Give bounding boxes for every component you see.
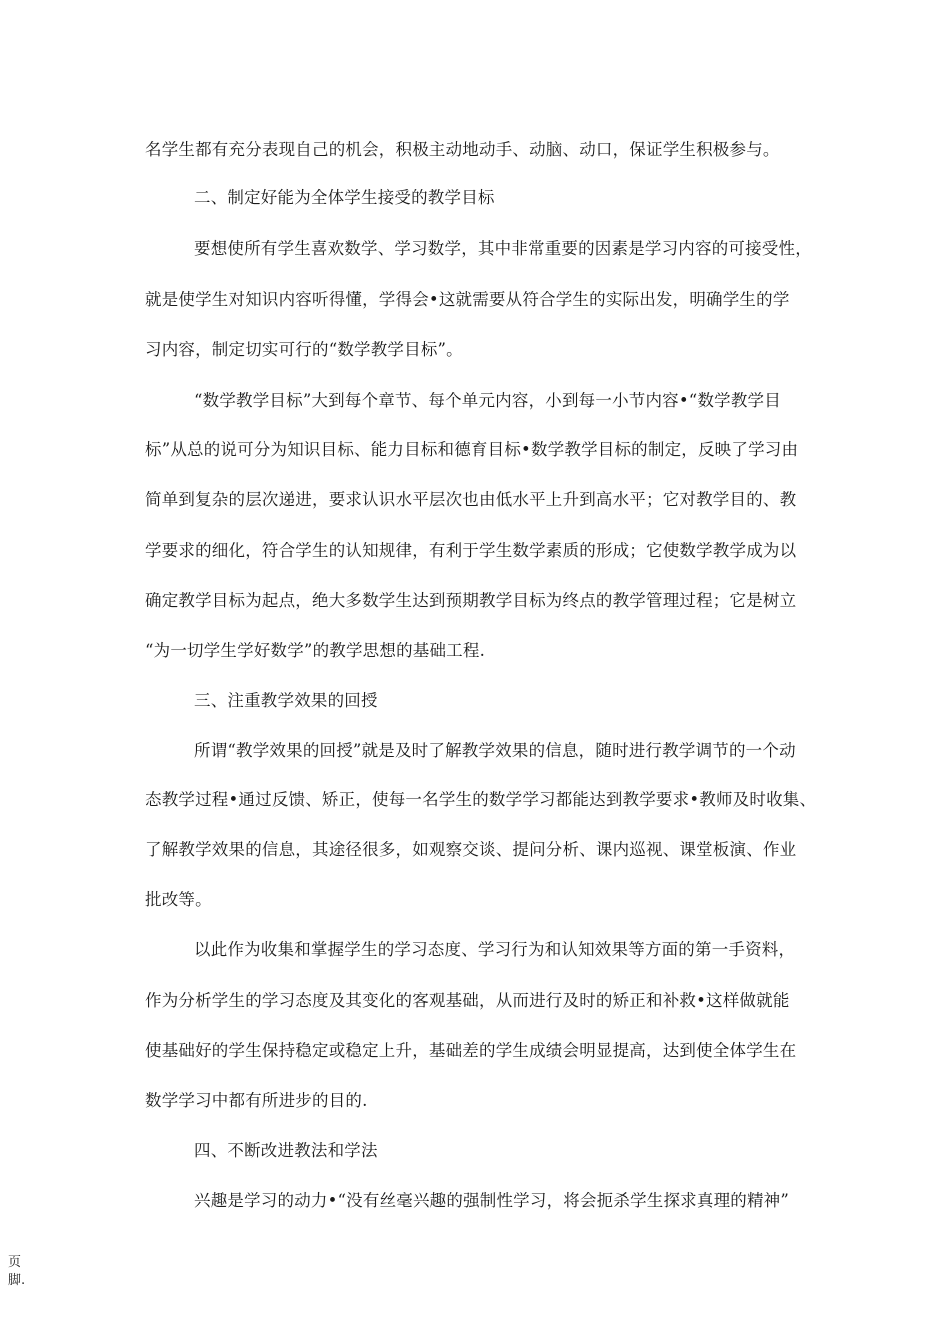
paragraph-line: 以此作为收集和掌握学生的学习态度、学习行为和认知效果等方面的第一手资料，: [194, 940, 796, 959]
paragraph-line: 就是使学生对知识内容听得懂，学得会•这就需要从符合学生的实际出发，明确学生的学: [145, 290, 790, 309]
paragraph-line: 学要求的细化，符合学生的认知规律，有利于学生数学素质的形成；它使数学教学成为以: [145, 541, 797, 560]
paragraph-line: 名学生都有充分表现自己的机会，积极主动地动手、动脑、动口，保证学生积极参与。: [145, 140, 780, 159]
footer-line: 脚.: [8, 1273, 26, 1288]
section-heading: 二、制定好能为全体学生接受的教学目标: [194, 188, 495, 207]
section-heading: 四、不断改进教法和学法: [194, 1141, 378, 1160]
paragraph-line: 批改等。: [145, 890, 212, 909]
page-footer: [8, 1254, 25, 1290]
paragraph-line: 所谓“教学效果的回授”就是及时了解教学效果的信息，随时进行教学调节的一个动: [194, 741, 796, 760]
paragraph-line: 了解教学效果的信息，其途径很多，如观察交谈、提问分析、课内巡视、课堂板演、作业: [145, 840, 797, 859]
paragraph-line: 使基础好的学生保持稳定或稳定上升，基础差的学生成绩会明显提高，达到使全体学生在: [145, 1041, 797, 1060]
paragraph-line: “数学教学目标”大到每个章节、每个单元内容，小到每一小节内容•“数学教学目: [194, 391, 781, 410]
paragraph-line: 确定教学目标为起点，绝大多数学生达到预期教学目标为终点的教学管理过程；它是树立: [145, 591, 797, 610]
footer-line: 页: [8, 1255, 22, 1270]
section-heading: 三、注重教学效果的回授: [194, 691, 378, 710]
paragraph-line: 标”从总的说可分为知识目标、能力目标和德育目标•数学教学目标的制定，反映了学习由: [145, 440, 799, 459]
paragraph-line: 数学学习中都有所进步的目的.: [145, 1091, 368, 1110]
paragraph-line: 简单到复杂的层次递进，要求认识水平层次也由低水平上升到高水平；它对教学目的、教: [145, 490, 797, 509]
paragraph-line: 态教学过程•通过反馈、矫正，使每一名学生的数学学习都能达到教学要求•教师及时收集、: [145, 790, 817, 809]
paragraph-line: 作为分析学生的学习态度及其变化的客观基础，从而进行及时的矫正和补救•这样做就能: [145, 991, 790, 1010]
paragraph-line: 习内容，制定切实可行的“数学教学目标”。: [145, 340, 463, 359]
paragraph-line: “为一切学生学好数学”的教学思想的基础工程.: [145, 641, 486, 660]
paragraph-line: 兴趣是学习的动力•“没有丝毫兴趣的强制性学习，将会扼杀学生探求真理的精神”: [194, 1191, 790, 1210]
paragraph-line: 要想使所有学生喜欢数学、学习数学，其中非常重要的因素是学习内容的可接受性，: [194, 239, 812, 258]
